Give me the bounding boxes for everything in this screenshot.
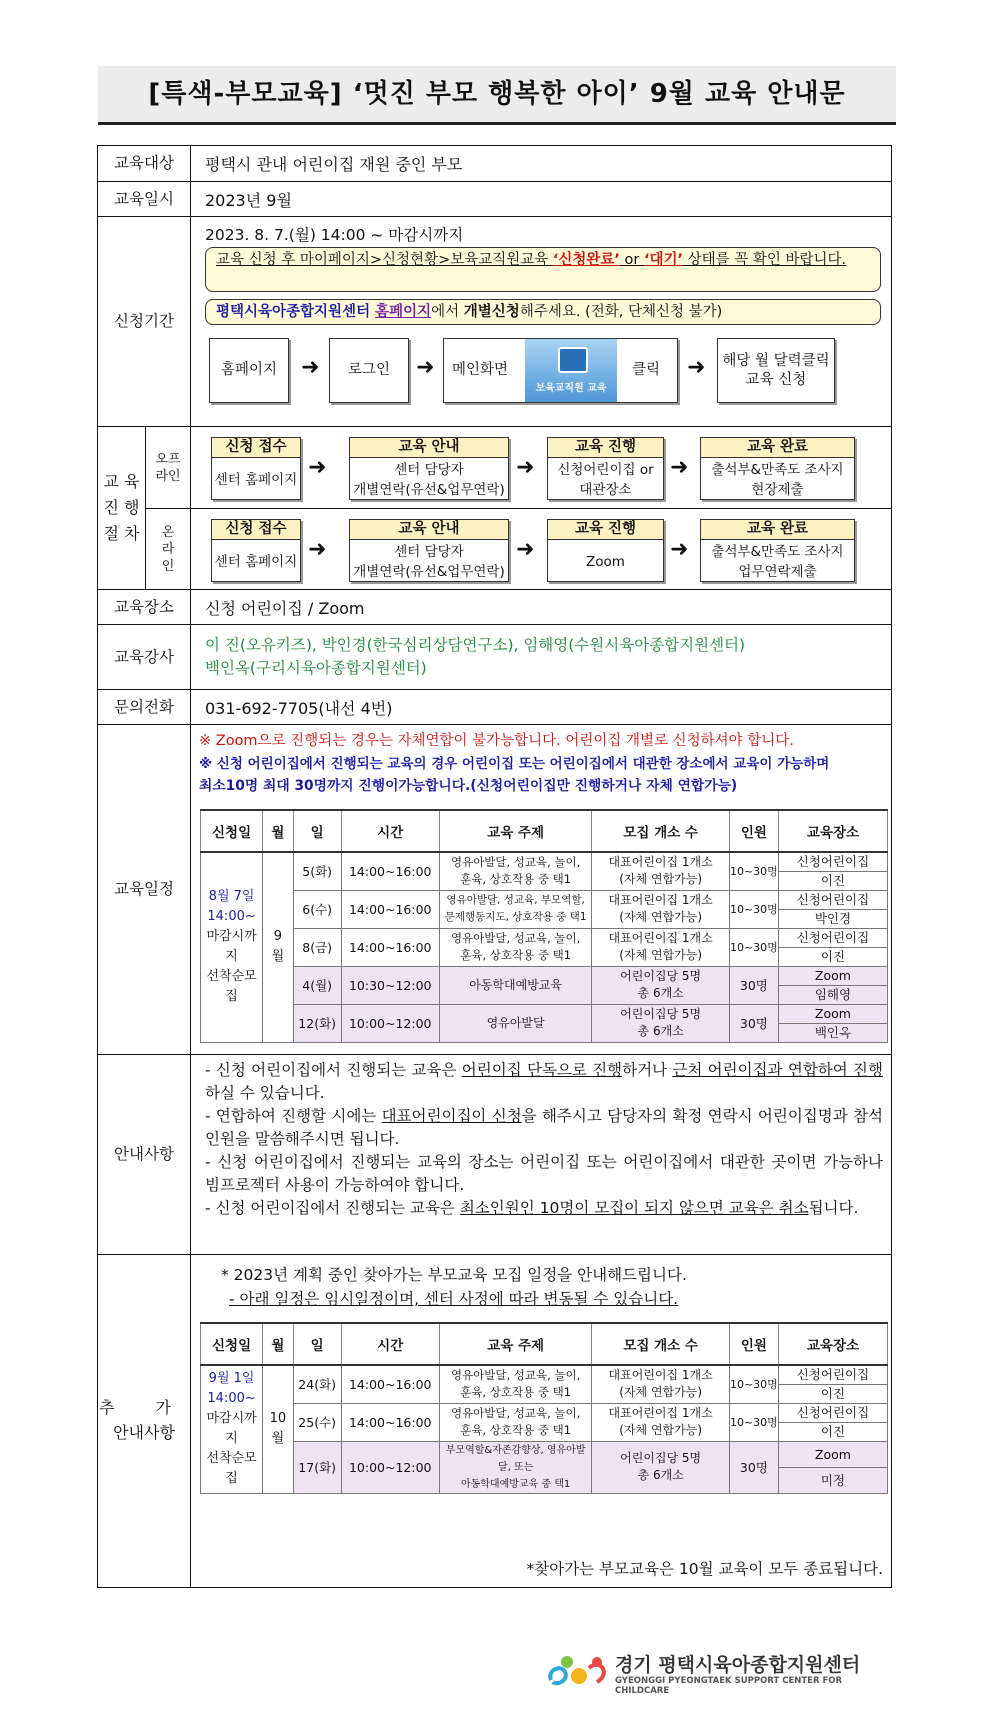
label-line: 온 xyxy=(161,525,175,540)
flow-main-label: 메인화면 xyxy=(452,362,509,378)
row-label: 안내사항 xyxy=(98,1055,191,1254)
lecturer-line: 이 진(오유키즈), 박인경(한국심리상담연구소), 임해영(수원시육아종합지원센터) xyxy=(205,636,746,654)
cell-line: 훈육, 상호작용 중 택1 xyxy=(460,872,572,887)
day-cell: 8(금) xyxy=(293,928,341,966)
row-label: 교육강사 xyxy=(98,625,191,689)
step-head: 신청 접수 xyxy=(212,520,300,540)
cell-line: 훈육, 상호작용 중 택1 xyxy=(460,1385,572,1400)
table-row xyxy=(201,966,888,985)
flow-click-label: 클릭 xyxy=(632,362,661,378)
cell-line: 어린이집당 5명 xyxy=(620,1451,702,1465)
step-body: 개별연락(유선&업무연락) xyxy=(353,481,505,498)
note-text: 교육 신청 후 마이페이지>신청현황>보육교직원교육 xyxy=(216,252,553,268)
online-step-guide xyxy=(349,519,509,582)
procedure-label xyxy=(98,427,146,589)
flow-last-line2: 교육 신청 xyxy=(745,371,807,388)
step-head: 교육 진행 xyxy=(548,438,663,458)
flow-calendar xyxy=(717,338,835,403)
table-row xyxy=(201,890,888,909)
cell-line: (자체 연합가능) xyxy=(619,872,703,887)
cell-line: 어린이집당 5명 xyxy=(620,969,702,983)
step-body: 센터 홈페이지 xyxy=(214,553,298,570)
table-header xyxy=(201,810,888,852)
arrow-icon: ➜ xyxy=(670,537,689,562)
center-logo xyxy=(545,1650,895,1696)
cell-line: 문제행동지도, 상호작용 중 택1 xyxy=(444,911,587,923)
arrow-icon: ➜ xyxy=(308,537,327,562)
logo-name: 경기 평택시육아종합지원센터 xyxy=(615,1654,861,1676)
banner-image xyxy=(525,339,617,402)
time-cell: 10:00~12:00 xyxy=(341,1441,439,1493)
step-body: 신청어린이집 or xyxy=(557,461,654,478)
step-body: 출석부&만족도 조사지 xyxy=(711,461,844,478)
row-schedule xyxy=(98,724,891,1054)
note-text: 평택시육아종합지원센터 xyxy=(216,304,376,320)
th-apply-date: 신청일 xyxy=(201,1323,263,1365)
time-cell: 10:30~12:00 xyxy=(341,966,439,1004)
schedule-content xyxy=(191,725,891,1054)
topic-cell xyxy=(439,852,592,890)
offline-step-apply xyxy=(211,437,301,500)
lecturer-cell: 임해영 xyxy=(778,985,887,1004)
cell-line: 마감시까지 xyxy=(206,1411,257,1447)
offline-label xyxy=(146,427,191,509)
arrow-icon: ➜ xyxy=(308,455,327,480)
th-month: 월 xyxy=(263,810,294,852)
step-body: Zoom xyxy=(586,553,625,570)
day-cell: 17(화) xyxy=(293,1441,341,1493)
th-apply-date: 신청일 xyxy=(201,810,263,852)
place-value: 신청 어린이집 / Zoom xyxy=(205,598,365,618)
row-target xyxy=(98,146,891,181)
flow-last-line1: 해당 월 달력클릭 xyxy=(722,352,830,369)
table-header xyxy=(201,1323,888,1365)
flow-homepage: 홈페이지 xyxy=(209,338,289,403)
count-cell xyxy=(592,966,729,1004)
label-line: 진 행 xyxy=(103,498,140,517)
topic-cell xyxy=(439,928,592,966)
th-people: 인원 xyxy=(729,810,778,852)
note-text: 상태를 꼭 확인 바랍니다. xyxy=(683,252,847,268)
text: 하거나 xyxy=(622,1061,673,1079)
step-head: 신청 접수 xyxy=(212,438,300,458)
row-apply xyxy=(98,216,891,426)
row-label: 교육대상 xyxy=(98,146,191,181)
people-cell: 10~30명 xyxy=(729,1365,778,1403)
cell-line: 어린이집당 5명 xyxy=(620,1007,702,1021)
step-head: 교육 진행 xyxy=(548,520,663,540)
cell-line: 영유아발달, 성교육, 놀이, xyxy=(450,855,581,870)
topic-cell xyxy=(439,1365,592,1403)
cell-line: 14:00~ xyxy=(207,909,256,925)
row-label: 교육일정 xyxy=(98,725,191,1054)
topic-cell xyxy=(439,890,592,928)
arrow-icon: ➜ xyxy=(670,455,689,480)
table-row xyxy=(201,1403,888,1422)
text: - 신청 어린이집에서 진행되는 교육은 xyxy=(205,1199,460,1217)
cell-line: 아동학대예방교육 중 택1 xyxy=(460,1478,571,1490)
table-row xyxy=(201,1441,888,1467)
table-row xyxy=(201,928,888,947)
time-cell: 14:00~16:00 xyxy=(341,852,439,890)
count-cell xyxy=(592,1441,729,1493)
people-cell: 30명 xyxy=(729,966,778,1004)
cell-line: 영유아발달, 성교육, 놀이, xyxy=(450,1368,581,1383)
time-cell: 14:00~16:00 xyxy=(341,1403,439,1441)
cell-line: 대표어린이집 1개소 xyxy=(608,1406,713,1420)
th-month: 월 xyxy=(263,1323,294,1365)
count-cell xyxy=(592,928,729,966)
note-text: or xyxy=(619,252,644,268)
step-body: 센터 담당자 xyxy=(394,543,464,560)
day-cell: 6(수) xyxy=(293,890,341,928)
text: 근처 어린이집과 연합하여 진행 xyxy=(672,1061,884,1079)
count-cell xyxy=(592,1403,729,1441)
cell-line: 부모역할&자존감향상, 영유아발달, 또는 xyxy=(445,1444,586,1473)
cell-line: 총 6개소 xyxy=(637,986,684,1000)
row-extra xyxy=(98,1254,891,1587)
note-text: 에서 xyxy=(431,304,464,320)
people-cell: 10~30명 xyxy=(729,890,778,928)
month-cell xyxy=(263,1365,294,1493)
guide-list xyxy=(205,1059,883,1220)
time-cell: 14:00~16:00 xyxy=(341,890,439,928)
label-line: 교 육 xyxy=(103,472,140,491)
label-line: 인 xyxy=(161,559,175,574)
step-head: 교육 완료 xyxy=(701,438,854,458)
cell-line: 마감시까지 xyxy=(206,929,257,965)
cell-line: (자체 연합가능) xyxy=(619,910,703,924)
schedule-note-zoom: ※ Zoom으로 진행되는 경우는 자체연합이 불가능합니다. 어린이집 개별로 신청하셔야 합니다. xyxy=(199,733,794,749)
label-line: 절 차 xyxy=(103,524,140,543)
cell-line: (자체 연합가능) xyxy=(619,1423,703,1437)
place-cell: 신청어린이집 xyxy=(778,1403,887,1422)
schedule-note-place: ※ 신청 어린이집에서 진행되는 교육의 경우 어린이집 또는 어린이집에서 대관한 장소에서 교육이 가능하며 xyxy=(199,756,830,772)
offline-step-complete xyxy=(700,437,855,500)
note-status-complete: ‘신청완료’ xyxy=(552,252,620,268)
extra-note2: - 아래 일정은 임시일정이며, 센터 사정에 따라 변동될 수 있습니다. xyxy=(229,1290,679,1308)
date-value: 2023년 9월 xyxy=(205,190,292,210)
cell-line: 대표어린이집 1개소 xyxy=(608,893,713,907)
page-title: [특색-부모교육] ‘멋진 부모 행복한 아이’ 9월 교육 안내문 xyxy=(98,66,896,125)
label-line: 추 가 xyxy=(99,1398,189,1418)
notice-table xyxy=(97,145,892,1588)
guide-item xyxy=(205,1105,883,1151)
divider xyxy=(191,508,891,509)
step-head: 교육 안내 xyxy=(350,520,508,540)
row-label: 문의전화 xyxy=(98,690,191,724)
online-step-apply xyxy=(211,519,301,582)
cell-line: 대표어린이집 1개소 xyxy=(608,855,713,870)
step-body: 대관장소 xyxy=(579,481,632,498)
row-guide xyxy=(98,1054,891,1254)
offline-step-progress xyxy=(547,437,664,500)
target-value: 평택시 관내 어린이집 재원 중인 부모 xyxy=(205,155,463,174)
place-cell: 신청어린이집 xyxy=(778,1365,887,1384)
phone-value: 031-692-7705(내선 4번) xyxy=(205,698,393,718)
apply-note-status xyxy=(205,247,881,292)
cell-line: 8월 7일 xyxy=(208,889,255,905)
time-cell: 14:00~16:00 xyxy=(341,928,439,966)
step-body: 개별연락(유선&업무연락) xyxy=(353,563,505,580)
cell-line: 월 xyxy=(271,949,285,965)
guide-item xyxy=(205,1197,883,1220)
schedule-table xyxy=(200,809,888,1043)
day-cell: 24(화) xyxy=(293,1365,341,1403)
count-cell xyxy=(592,1004,729,1042)
apply-period: 2023. 8. 7.(월) 14:00 ~ 마감시까지 xyxy=(205,226,464,244)
row-label: 교육장소 xyxy=(98,590,191,624)
lecturer-cell: 이진 xyxy=(778,1384,887,1403)
step-body: 출석부&만족도 조사지 xyxy=(711,543,844,560)
day-cell: 5(화) xyxy=(293,852,341,890)
th-count: 모집 개소 수 xyxy=(592,810,729,852)
guide-item xyxy=(205,1059,883,1105)
lecturer-line: 백인옥(구리시육아종합지원센터) xyxy=(205,659,427,677)
place-cell: 신청어린이집 xyxy=(778,852,887,871)
cell-line: (자체 연합가능) xyxy=(619,948,703,962)
cell-line: 선착순모집 xyxy=(206,969,257,1005)
arrow-icon: ➜ xyxy=(516,455,535,480)
note-status-wait: ‘대기’ xyxy=(644,252,684,268)
cell-line: 10 xyxy=(269,1411,287,1427)
extra-content xyxy=(191,1255,891,1587)
logo-sub: GYEONGGI PYEONGTAEK SUPPORT CENTER FOR CHILDCARE xyxy=(615,1676,843,1696)
extra-schedule-table xyxy=(200,1322,888,1494)
count-cell xyxy=(592,852,729,890)
people-cell: 10~30명 xyxy=(729,1403,778,1441)
topic-cell: 영유아발달 xyxy=(439,1004,592,1042)
text: 을 해주시고 담당자의 확정 연락시 어린이집명과 참석인원을 말씀해주시면 됩니다. xyxy=(205,1107,883,1148)
lecturer-cell: 이진 xyxy=(778,871,887,890)
count-cell xyxy=(592,1365,729,1403)
step-body: 현장제출 xyxy=(751,481,804,498)
cell-line: 총 6개소 xyxy=(637,1024,684,1038)
table-row xyxy=(201,1004,888,1023)
time-cell: 14:00~16:00 xyxy=(341,1365,439,1403)
row-date xyxy=(98,181,891,216)
cell-line: 영유아발달, 성교육, 놀이, xyxy=(450,1406,581,1420)
banner-label: 보육교직원 교육 xyxy=(535,383,607,394)
lecturer-cell: 박인경 xyxy=(778,909,887,928)
topic-cell: 아동학대예방교육 xyxy=(439,966,592,1004)
label-line: 라 xyxy=(161,542,175,557)
flow-main xyxy=(443,338,678,403)
logo-icon xyxy=(545,1650,611,1692)
place-cell: Zoom xyxy=(778,1441,887,1467)
online-step-complete xyxy=(700,519,855,582)
step-head: 교육 안내 xyxy=(350,438,508,458)
text: 하실 수 있습니다. xyxy=(205,1084,325,1102)
month-cell xyxy=(263,852,294,1042)
table-row xyxy=(201,1365,888,1384)
cell-line: 영유아발달, 성교육, 부모역할, xyxy=(446,894,585,906)
people-cell: 10~30명 xyxy=(729,928,778,966)
flow-login: 로그인 xyxy=(329,338,409,403)
label-line: 오프 xyxy=(155,451,181,467)
text: 어린이집 단독으로 진행 xyxy=(461,1061,623,1079)
topic-cell xyxy=(439,1403,592,1441)
lecturer-cell: 미정 xyxy=(778,1467,887,1493)
people-cell: 30명 xyxy=(729,1441,778,1493)
cell-line: 14:00~ xyxy=(207,1391,256,1407)
step-body: 업무연락제출 xyxy=(738,563,817,580)
th-place: 교육장소 xyxy=(778,1323,887,1365)
text: 대표어린이집이 신청 xyxy=(381,1107,522,1125)
extra-note1: * 2023년 계획 중인 찾아가는 부모교육 모집 일정을 안내해드립니다. xyxy=(221,1266,687,1284)
lecturer-cell: 이진 xyxy=(778,947,887,966)
apply-note-homepage xyxy=(205,299,881,325)
day-cell: 4(월) xyxy=(293,966,341,1004)
text: - 연합하여 진행할 시에는 xyxy=(205,1107,382,1125)
book-icon xyxy=(558,347,588,373)
th-time: 시간 xyxy=(341,1323,439,1365)
extra-label xyxy=(98,1255,191,1587)
lecturer-cell: 이진 xyxy=(778,1422,887,1441)
label-line: 라인 xyxy=(155,468,181,484)
cell-line: 훈육, 상호작용 중 택1 xyxy=(460,1423,572,1437)
th-topic: 교육 주제 xyxy=(439,1323,592,1365)
text: 됩니다. xyxy=(808,1199,859,1217)
apply-date-cell xyxy=(201,852,263,1042)
day-cell: 12(화) xyxy=(293,1004,341,1042)
step-head: 교육 완료 xyxy=(701,520,854,540)
homepage-link[interactable]: 홈페이지 xyxy=(375,304,432,320)
cell-line: 총 6개소 xyxy=(637,1468,684,1482)
row-procedure xyxy=(98,426,891,589)
day-cell: 25(수) xyxy=(293,1403,341,1441)
cell-line: 월 xyxy=(271,1431,285,1447)
step-body: 센터 홈페이지 xyxy=(214,471,298,488)
th-day: 일 xyxy=(293,1323,341,1365)
note-text: 해주세요. (전화, 단체신청 불가) xyxy=(519,304,723,320)
place-cell: 신청어린이집 xyxy=(778,928,887,947)
th-count: 모집 개소 수 xyxy=(592,1323,729,1365)
th-topic: 교육 주제 xyxy=(439,810,592,852)
th-day: 일 xyxy=(293,810,341,852)
row-lecturer xyxy=(98,624,891,689)
place-cell: Zoom xyxy=(778,1004,887,1023)
people-cell: 30명 xyxy=(729,1004,778,1042)
time-cell: 10:00~12:00 xyxy=(341,1004,439,1042)
lecturer-cell: 백인옥 xyxy=(778,1023,887,1042)
online-label xyxy=(146,509,191,590)
apply-date-cell xyxy=(201,1365,263,1493)
cell-line: 훈육, 상호작용 중 택1 xyxy=(460,948,572,962)
row-label: 교육일시 xyxy=(98,182,191,216)
table-row xyxy=(201,852,888,871)
th-time: 시간 xyxy=(341,810,439,852)
arrow-icon: ➜ xyxy=(301,355,320,380)
cell-line: 9월 1일 xyxy=(208,1371,255,1387)
schedule-note-count: 최소10명 최대 30명까지 진행이가능합니다.(신청어린이집만 진행하거나 자체 연합가능) xyxy=(199,778,738,794)
count-cell xyxy=(592,890,729,928)
label-line: 안내사항 xyxy=(113,1423,175,1442)
people-cell: 10~30명 xyxy=(729,852,778,890)
apply-content xyxy=(191,217,891,426)
cell-line: (자체 연합가능) xyxy=(619,1385,703,1400)
text: 최소인원인 10명이 모집이 되지 않으면 교육은 취소 xyxy=(459,1199,809,1217)
arrow-icon: ➜ xyxy=(516,537,535,562)
cell-line: 선착순모집 xyxy=(206,1451,257,1487)
guide-content xyxy=(191,1055,891,1254)
online-step-progress xyxy=(547,519,664,582)
lecturer-content xyxy=(191,625,891,689)
topic-cell xyxy=(439,1441,592,1493)
cell-line: 대표어린이집 1개소 xyxy=(608,931,713,945)
place-cell: 신청어린이집 xyxy=(778,890,887,909)
step-body: 센터 담당자 xyxy=(394,461,464,478)
th-people: 인원 xyxy=(729,1323,778,1365)
arrow-icon: ➜ xyxy=(687,355,706,380)
offline-step-guide xyxy=(349,437,509,500)
row-place xyxy=(98,589,891,624)
cell-line: 대표어린이집 1개소 xyxy=(608,1368,713,1383)
row-phone xyxy=(98,689,891,724)
guide-item: - 신청 어린이집에서 진행되는 교육의 장소는 어린이집 또는 어린이집에서 대관한 곳이면 가능하나 빔프로젝터 사용이 가능하여야 합니다. xyxy=(205,1153,883,1194)
cell-line: 영유아발달, 성교육, 놀이, xyxy=(450,931,581,945)
cell-line: 9 xyxy=(273,929,283,945)
extra-footer: *찾아가는 부모교육은 10월 교육이 모두 종료됩니다. xyxy=(526,1560,883,1578)
text: - 신청 어린이집에서 진행되는 교육은 xyxy=(205,1061,462,1079)
th-place: 교육장소 xyxy=(778,810,887,852)
place-cell: Zoom xyxy=(778,966,887,985)
row-label: 신청기간 xyxy=(98,217,191,426)
arrow-icon: ➜ xyxy=(416,355,435,380)
note-text: 개별신청 xyxy=(463,304,520,320)
